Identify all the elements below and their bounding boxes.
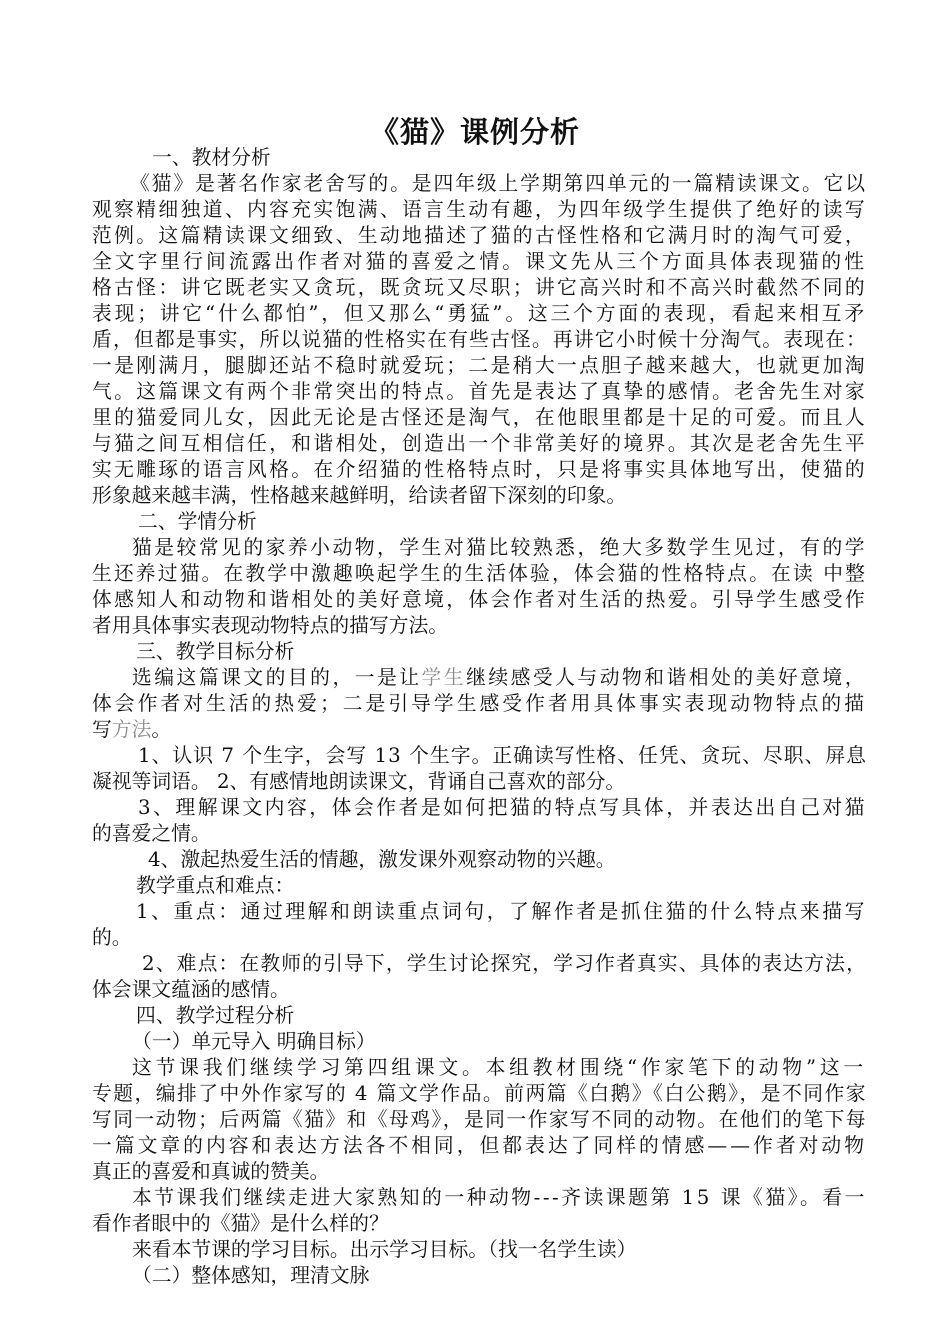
text-line: 表现；讲它“什么都怕”，但又那么“勇猛”。这三个方面的表现，看起来相互矛 xyxy=(92,302,867,325)
text-line: 一篇文章的内容和表达方法各不相同，但都表达了同样的情感——作者对动物 xyxy=(92,1134,867,1157)
objective-4 xyxy=(92,847,867,873)
text-line: 观察精细独道、内容充实饱满、语言生动有趣，为四年级学生提供了绝好的读写 xyxy=(92,198,867,221)
paragraph xyxy=(92,665,867,743)
paragraph xyxy=(92,1055,867,1185)
text-line: 专题，编排了中外作家写的 4 篇文学作品。前两篇《白鹅》《白公鹅》，是不同作家 xyxy=(92,1082,867,1105)
text-line: 格古怪：讲它既老实又贪玩，既贪玩又尽职；讲它高兴时和不高兴时截然不同的 xyxy=(92,276,867,299)
text-line: 来看本节课的学习目标。出示学习目标。（找一名学生读） xyxy=(132,1238,637,1261)
heading-3 xyxy=(92,639,867,665)
key-point-1 xyxy=(92,899,867,951)
text-line: 猫是较常见的家养小动物，学生对猫比较熟悉，绝大多数学生见过，有的学 xyxy=(132,536,867,559)
subheading-2 xyxy=(92,1263,867,1289)
text-line: 生还养过猫。在教学中激趣唤起学生的生活体验，体会猫的性格特点。在读 中整 xyxy=(92,562,867,585)
text-line: 写同一动物；后两篇《猫》和《母鸡》，是同一作家写不同的动物。在他们的笔下每 xyxy=(92,1108,867,1131)
text-line: 写方法。 xyxy=(92,718,172,741)
text-line: 的。 xyxy=(92,926,132,949)
heading-2 xyxy=(92,509,867,535)
key-point-2 xyxy=(92,951,867,1003)
text-line: 凝视等词语。 2、有感情地朗读课文，背诵自己喜欢的部分。 xyxy=(92,770,626,793)
text-line: 1、认识 7 个生字，会写 13 个生字。正确读写性格、任凭、贪玩、尽职、屏息 xyxy=(138,744,867,767)
document-body xyxy=(92,145,867,1289)
paragraph xyxy=(92,535,867,639)
text-line: 本节课我们继续走进大家熟知的一种动物---齐读课题第 15 课《猫》。看一 xyxy=(132,1186,867,1209)
paragraph xyxy=(92,1237,867,1263)
heading-4 xyxy=(92,1003,867,1029)
objective-1 xyxy=(92,743,867,795)
heading-1 xyxy=(92,145,867,171)
text-line: 体感知人和动物和谐相处的美好意境，体会作者对生活的热爱。引导学生感受作 xyxy=(92,588,867,611)
text-line: 二、学情分析 xyxy=(138,510,257,533)
text-line: 一、教材分析 xyxy=(152,146,271,169)
text-line: 《猫》是著名作家老舍写的。是四年级上学期第四单元的一篇精读课文。它以 xyxy=(130,172,867,195)
text-line: 者用具体事实表现动物特点的描写方法。 xyxy=(92,614,449,637)
text-line: 范例。这篇精读课文细致、生动地描述了猫的古怪性格和它满月时的淘气可爱， xyxy=(92,224,867,247)
text-line: （一）单元导入 明确目标） xyxy=(132,1030,376,1053)
text-line: 体会课文蕴涵的感情。 xyxy=(92,978,290,1001)
text-line: 实无雕琢的语言风格。在介绍猫的性格特点时，只是将事实具体地写出，使猫的 xyxy=(92,458,867,481)
text-line: 教学重点和难点： xyxy=(136,874,295,897)
text-line: 真正的喜爱和真诚的赞美。 xyxy=(92,1160,330,1183)
text-line: 这节课我们继续学习第四组课文。本组教材围绕“作家笔下的动物”这一 xyxy=(132,1056,867,1079)
text-line: 选编这篇课文的目的，一是让学生继续感受人与动物和谐相处的美好意境， xyxy=(132,666,867,689)
text-line: （二）整体感知，理清文脉 xyxy=(132,1264,370,1287)
page-title: 《猫》课例分析 xyxy=(369,115,580,149)
text-line: 一是刚满月，腿脚还站不稳时就爱玩；二是稍大一点胆子越来越大，也就更加淘 xyxy=(92,354,867,377)
text-line: 四、教学过程分析 xyxy=(136,1004,295,1027)
text-line: 全文字里行间流露出作者对猫的喜爱之情。课文先从三个方面具体表现猫的性 xyxy=(92,250,867,273)
text-line: 形象越来越丰满，性格越来越鲜明，给读者留下深刻的印象。 xyxy=(92,484,627,507)
text-line: 盾，但都是事实，所以说猫的性格实在有些古怪。再讲它小时候十分淘气。表现在： xyxy=(92,328,867,351)
text-line: 3、理解课文内容，体会作者是如何把猫的特点写具体，并表达出自己对猫 xyxy=(138,796,867,819)
text-line: 体会作者对生活的热爱；二是引导学生感受作者用具体事实表现动物特点的描 xyxy=(92,692,867,715)
text-line: 2、难点：在教师的引导下，学生讨论探究，学习作者真实、具体的表达方法， xyxy=(142,952,867,975)
text-line: 1、重点：通过理解和朗读重点词句，了解作者是抓住猫的什么特点来描写 xyxy=(136,900,867,923)
text-line: 里的猫爱同儿女，因此无论是古怪还是淘气，在他眼里都是十足的可爱。而且人 xyxy=(92,406,867,429)
text-line: 与猫之间互相信任，和谐相处，创造出一个非常美好的境界。其次是老舍先生平 xyxy=(92,432,867,455)
paragraph xyxy=(92,171,867,509)
text-line: 4、激起热爱生活的情趣，激发课外观察动物的兴趣。 xyxy=(148,848,616,871)
subheading-1 xyxy=(92,1029,867,1055)
key-points-heading xyxy=(92,873,867,899)
paragraph xyxy=(92,1185,867,1237)
text-line: 的喜爱之情。 xyxy=(92,822,211,845)
text-line: 气。这篇课文有两个非常突出的特点。首先是表达了真挚的感情。老舍先生对家 xyxy=(92,380,867,403)
objective-3 xyxy=(92,795,867,847)
text-line: 三、教学目标分析 xyxy=(136,640,295,663)
text-line: 看作者眼中的《猫》是什么样的？ xyxy=(92,1212,389,1235)
